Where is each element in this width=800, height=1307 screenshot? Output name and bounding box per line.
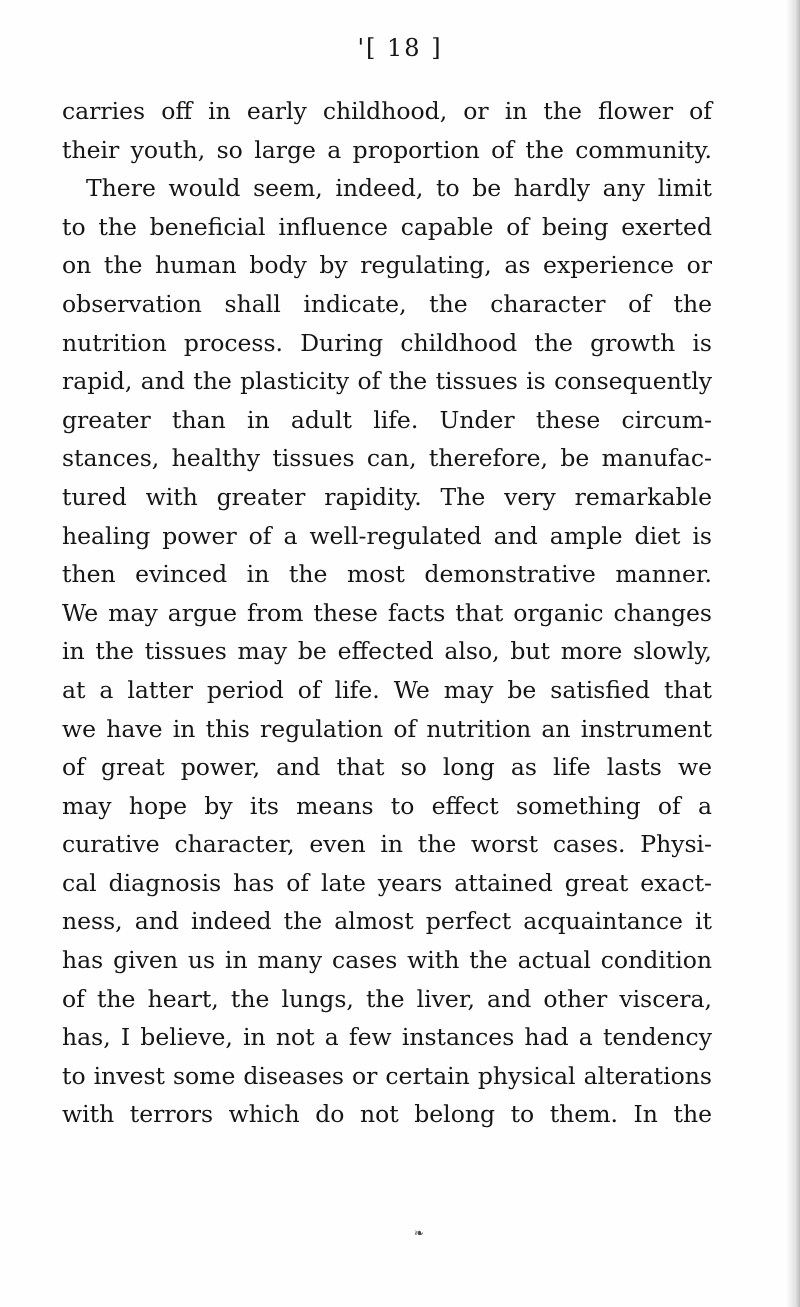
text-line: curative character, even in the worst cases. Physi- [62,830,712,859]
text-line: of great power, and that so long as life lasts we [62,753,712,782]
text-line: tured with greater rapidity. The very remarkable [62,482,712,511]
text-line: then evinced in the most demonstrative manner. [62,560,712,589]
text-line: We may argue from these facts that organic changes [62,598,712,627]
text-line: stances, healthy tissues can, therefore, be manufac- [62,444,712,473]
text-line: of the heart, the lungs, the liver, and other viscera, [62,984,712,1013]
page-number: '[ 18 ] [357,34,443,62]
text-line: may hope by its means to effect something of a [62,791,712,820]
text-line: carries off in early childhood, or in the flower of [62,97,712,125]
page-edge-shadow [786,0,800,1307]
text-line: to invest some diseases or certain physical alterations [62,1061,712,1090]
text-line: has, I believe, in not a few instances had a tendency [62,1023,712,1052]
text-line: greater than in adult life. Under these circum- [62,405,712,434]
printer-mark-icon: ❧ [414,1226,425,1240]
text-line: in the tissues may be effected also, but more slowly, [62,637,712,666]
text-line: observation shall indicate, the character of the [62,289,712,318]
text-line: with terrors which do not belong to them. In the [62,1100,712,1129]
text-line: ness, and indeed the almost perfect acquaintance it [62,907,712,936]
text-line: nutrition process. During childhood the growth is [62,328,712,357]
text-line: There would seem, indeed, to be hardly any limit [86,174,712,203]
text-line: rapid, and the plasticity of the tissues is consequently [62,367,712,396]
text-line: to the beneficial influence capable of being exerted [62,212,712,241]
body-text [62,92,712,1134]
text-line: healing power of a well-regulated and ample diet is [62,521,712,550]
text-line: at a latter period of life. We may be satisfied that [62,675,712,704]
text-line: has given us in many cases with the actual condition [62,946,712,975]
text-line: cal diagnosis has of late years attained great exact- [62,868,712,897]
text-line: on the human body by regulating, as experience or [62,251,712,280]
text-line: their youth, so large a proportion of the community. [62,135,712,164]
text-line: we have in this regulation of nutrition an instrument [62,714,712,743]
